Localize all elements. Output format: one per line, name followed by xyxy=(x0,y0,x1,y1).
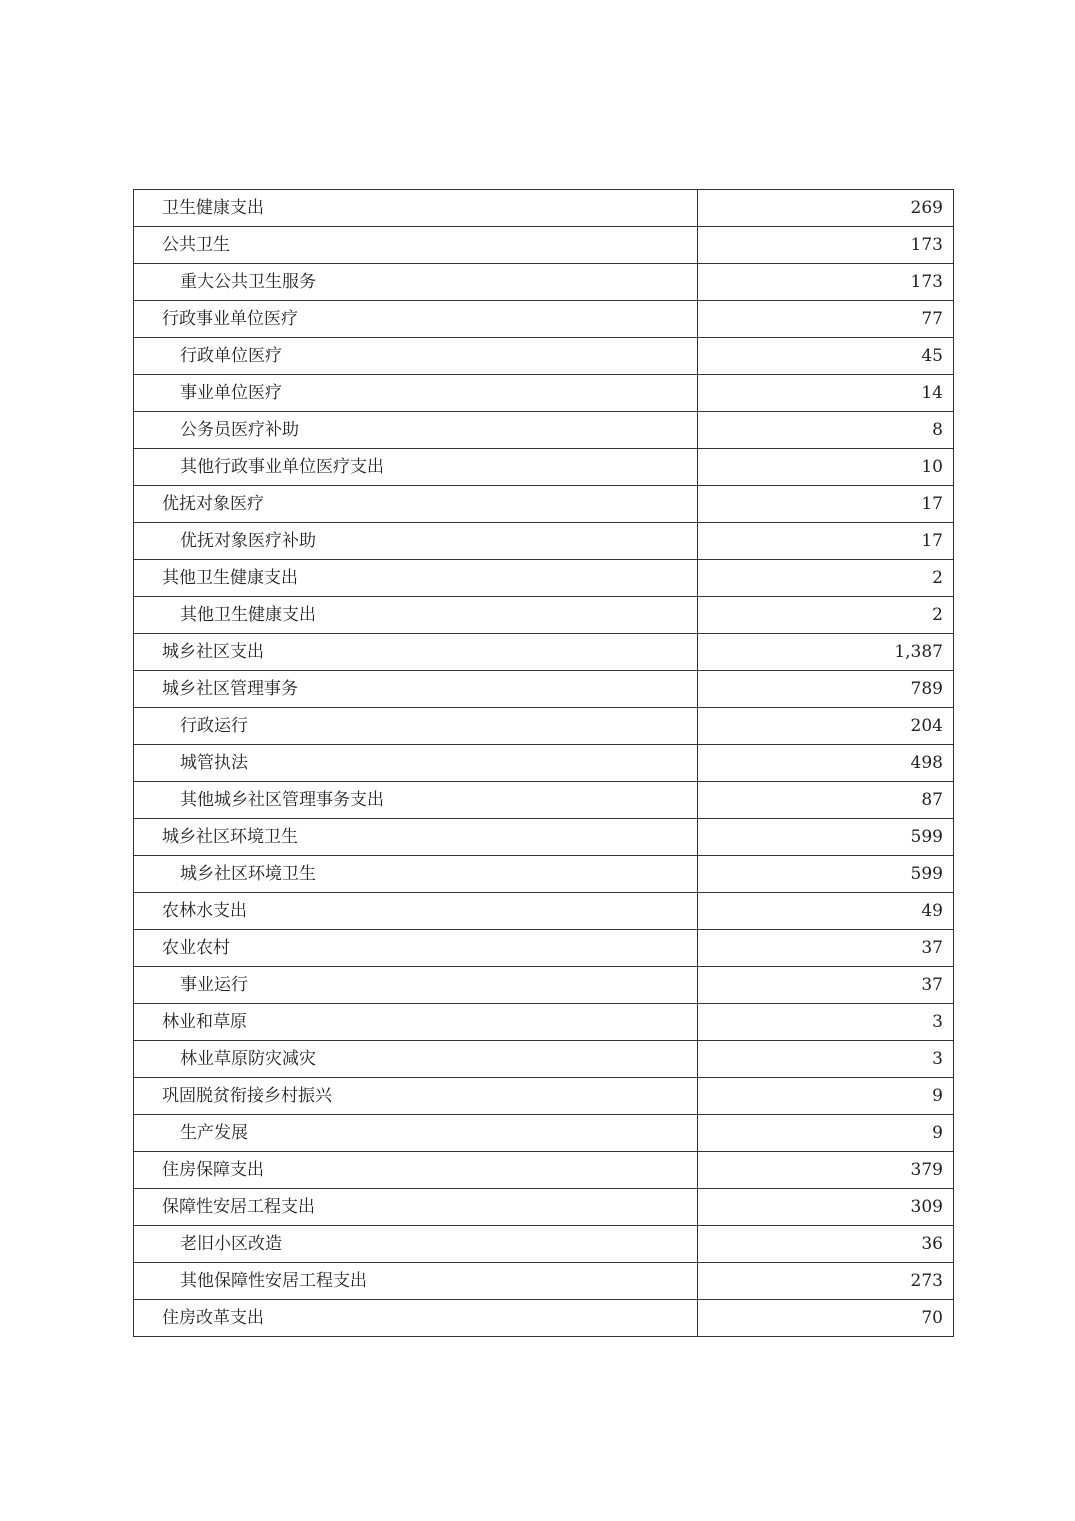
item-amount-cell: 17 xyxy=(698,486,954,523)
item-name-cell: 其他卫生健康支出 xyxy=(134,560,698,597)
item-name-cell: 老旧小区改造 xyxy=(134,1226,698,1263)
item-name-cell: 城乡社区环境卫生 xyxy=(134,856,698,893)
table-row xyxy=(134,893,954,930)
item-name-cell: 农业农村 xyxy=(134,930,698,967)
item-name-cell: 生产发展 xyxy=(134,1115,698,1152)
item-name-cell: 重大公共卫生服务 xyxy=(134,264,698,301)
item-amount-cell: 498 xyxy=(698,745,954,782)
item-amount-cell: 87 xyxy=(698,782,954,819)
item-name-cell: 行政事业单位医疗 xyxy=(134,301,698,338)
table-row xyxy=(134,782,954,819)
item-amount-cell: 173 xyxy=(698,264,954,301)
item-amount-cell: 273 xyxy=(698,1263,954,1300)
table-row xyxy=(134,1115,954,1152)
table-row xyxy=(134,375,954,412)
item-name-cell: 城乡社区支出 xyxy=(134,634,698,671)
item-amount-cell: 309 xyxy=(698,1189,954,1226)
budget-table xyxy=(133,189,954,1337)
item-name-cell: 公务员医疗补助 xyxy=(134,412,698,449)
table-row xyxy=(134,264,954,301)
item-amount-cell: 3 xyxy=(698,1041,954,1078)
item-amount-cell: 173 xyxy=(698,227,954,264)
item-name-cell: 卫生健康支出 xyxy=(134,190,698,227)
item-amount-cell: 36 xyxy=(698,1226,954,1263)
item-name-cell: 其他城乡社区管理事务支出 xyxy=(134,782,698,819)
item-name-cell: 其他保障性安居工程支出 xyxy=(134,1263,698,1300)
item-name-cell: 优抚对象医疗 xyxy=(134,486,698,523)
item-name-cell: 其他卫生健康支出 xyxy=(134,597,698,634)
item-name-cell: 其他行政事业单位医疗支出 xyxy=(134,449,698,486)
table-row xyxy=(134,930,954,967)
table-row xyxy=(134,227,954,264)
item-name-cell: 城乡社区管理事务 xyxy=(134,671,698,708)
item-name-cell: 城乡社区环境卫生 xyxy=(134,819,698,856)
table-row xyxy=(134,449,954,486)
item-amount-cell: 77 xyxy=(698,301,954,338)
item-name-cell: 巩固脱贫衔接乡村振兴 xyxy=(134,1078,698,1115)
item-amount-cell: 379 xyxy=(698,1152,954,1189)
item-amount-cell: 2 xyxy=(698,597,954,634)
item-amount-cell: 49 xyxy=(698,893,954,930)
table-row xyxy=(134,745,954,782)
table-row xyxy=(134,190,954,227)
item-amount-cell: 9 xyxy=(698,1115,954,1152)
item-name-cell: 行政单位医疗 xyxy=(134,338,698,375)
table-row xyxy=(134,301,954,338)
item-name-cell: 住房保障支出 xyxy=(134,1152,698,1189)
item-amount-cell: 14 xyxy=(698,375,954,412)
item-name-cell: 公共卫生 xyxy=(134,227,698,264)
item-name-cell: 住房改革支出 xyxy=(134,1300,698,1337)
item-amount-cell: 599 xyxy=(698,856,954,893)
item-amount-cell: 2 xyxy=(698,560,954,597)
item-name-cell: 事业运行 xyxy=(134,967,698,1004)
table-row xyxy=(134,523,954,560)
table-row xyxy=(134,1152,954,1189)
item-amount-cell: 17 xyxy=(698,523,954,560)
table-row xyxy=(134,1189,954,1226)
item-name-cell: 农林水支出 xyxy=(134,893,698,930)
table-row xyxy=(134,1300,954,1337)
item-name-cell: 保障性安居工程支出 xyxy=(134,1189,698,1226)
table-row xyxy=(134,671,954,708)
item-amount-cell: 269 xyxy=(698,190,954,227)
table-row xyxy=(134,856,954,893)
item-amount-cell: 9 xyxy=(698,1078,954,1115)
table-row xyxy=(134,486,954,523)
table-row xyxy=(134,412,954,449)
table-row xyxy=(134,1078,954,1115)
item-amount-cell: 3 xyxy=(698,1004,954,1041)
item-name-cell: 优抚对象医疗补助 xyxy=(134,523,698,560)
item-amount-cell: 37 xyxy=(698,930,954,967)
item-amount-cell: 10 xyxy=(698,449,954,486)
table-row xyxy=(134,560,954,597)
table-row xyxy=(134,819,954,856)
item-amount-cell: 789 xyxy=(698,671,954,708)
table-row xyxy=(134,1263,954,1300)
table-body xyxy=(134,190,954,1337)
item-name-cell: 事业单位医疗 xyxy=(134,375,698,412)
item-name-cell: 林业和草原 xyxy=(134,1004,698,1041)
item-name-cell: 城管执法 xyxy=(134,745,698,782)
table-row xyxy=(134,967,954,1004)
item-amount-cell: 204 xyxy=(698,708,954,745)
item-name-cell: 行政运行 xyxy=(134,708,698,745)
table-row xyxy=(134,634,954,671)
item-name-cell: 林业草原防灾减灾 xyxy=(134,1041,698,1078)
item-amount-cell: 599 xyxy=(698,819,954,856)
table-row xyxy=(134,597,954,634)
table-row xyxy=(134,1004,954,1041)
item-amount-cell: 37 xyxy=(698,967,954,1004)
table-row xyxy=(134,1226,954,1263)
item-amount-cell: 1,387 xyxy=(698,634,954,671)
table-row xyxy=(134,338,954,375)
item-amount-cell: 70 xyxy=(698,1300,954,1337)
item-amount-cell: 8 xyxy=(698,412,954,449)
item-amount-cell: 45 xyxy=(698,338,954,375)
table-row xyxy=(134,1041,954,1078)
table-row xyxy=(134,708,954,745)
